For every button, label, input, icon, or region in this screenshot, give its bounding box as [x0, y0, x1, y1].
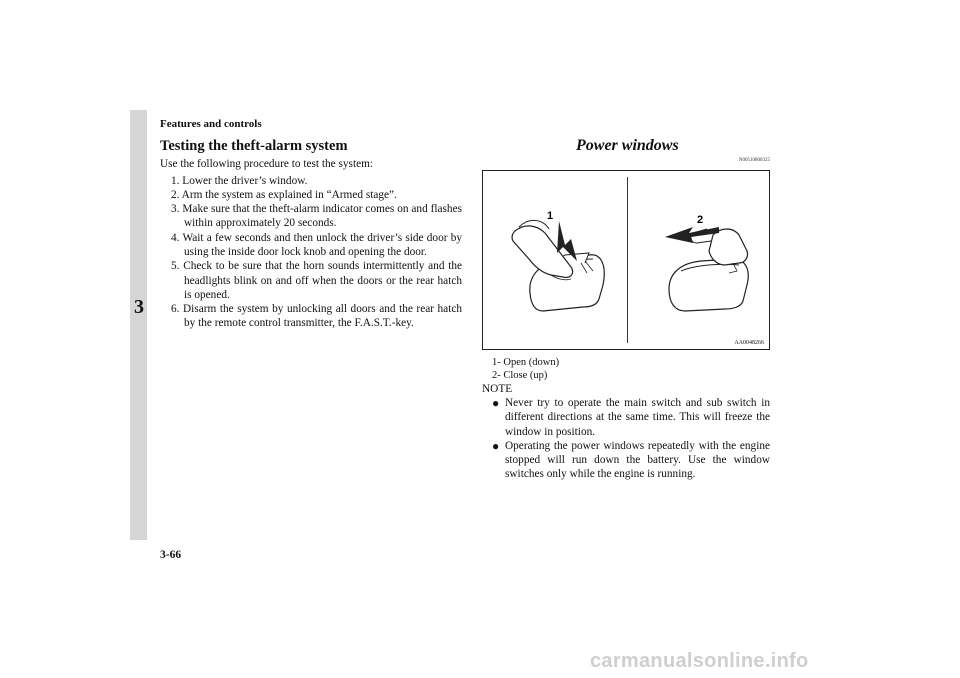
- chapter-number: 3: [134, 296, 144, 318]
- switch-close-illustration: [629, 171, 769, 349]
- theft-alarm-test-section: [160, 138, 462, 331]
- procedure-step: 5. Check to be sure that the horn sounds intermittently and the headlights blink on and off when the doors or the rear hatch is opened.: [171, 260, 462, 301]
- note-item: [482, 439, 770, 482]
- legend-item: 1- Open (down): [492, 357, 560, 368]
- page-number: 3-66: [160, 549, 182, 561]
- watermark: carmanualsonline.info: [590, 650, 809, 672]
- procedure-steps: [160, 174, 462, 331]
- note-text: Operating the power windows repeatedly with the engine stopped will run down the battery. Use the window switches only while the engine is running.: [505, 439, 770, 481]
- section-title: Power windows: [576, 137, 679, 154]
- section-title: Testing the theft-alarm system: [160, 138, 348, 154]
- procedure-step: 3. Make sure that the theft-alarm indicator comes on and flashes within approximately 20 seconds.: [171, 203, 462, 230]
- procedure-step: 2. Arm the system as explained in “Armed stage”.: [171, 188, 397, 201]
- power-windows-section: [482, 136, 770, 481]
- window-switch-illustration: [482, 170, 770, 350]
- note-block: [482, 382, 770, 482]
- section-header: Features and controls: [160, 118, 262, 130]
- procedure-step: 6. Disarm the system by unlocking all doors and the rear hatch by the remote control transmitter, the F.A.S.T.-key.: [171, 303, 462, 330]
- figure-legend: [492, 356, 559, 382]
- figure-label-2: 2: [697, 214, 704, 226]
- note-item: [482, 396, 770, 439]
- switch-open-illustration: [485, 171, 625, 349]
- procedure-step: 1. Lower the driver’s window.: [171, 174, 308, 187]
- bullet-icon: ●: [492, 438, 500, 453]
- note-heading: NOTE: [482, 383, 513, 395]
- legend-item: 2- Close (up): [492, 370, 548, 381]
- note-text: Never try to operate the main switch and sub switch in different directions at the same time. This will freeze the window in position.: [505, 397, 770, 438]
- figure-divider: [627, 177, 628, 343]
- chapter-tab: [130, 110, 147, 540]
- intro-text: Use the following procedure to test the system:: [160, 158, 374, 170]
- bullet-icon: ●: [492, 396, 500, 410]
- figure-label-1: 1: [547, 210, 554, 222]
- figure-code: AA0048266: [734, 340, 764, 346]
- procedure-step: 4. Wait a few seconds and then unlock the driver’s side door by using the inside door lock knob and opening the door.: [171, 231, 462, 258]
- reference-code: N00510800325: [738, 158, 770, 163]
